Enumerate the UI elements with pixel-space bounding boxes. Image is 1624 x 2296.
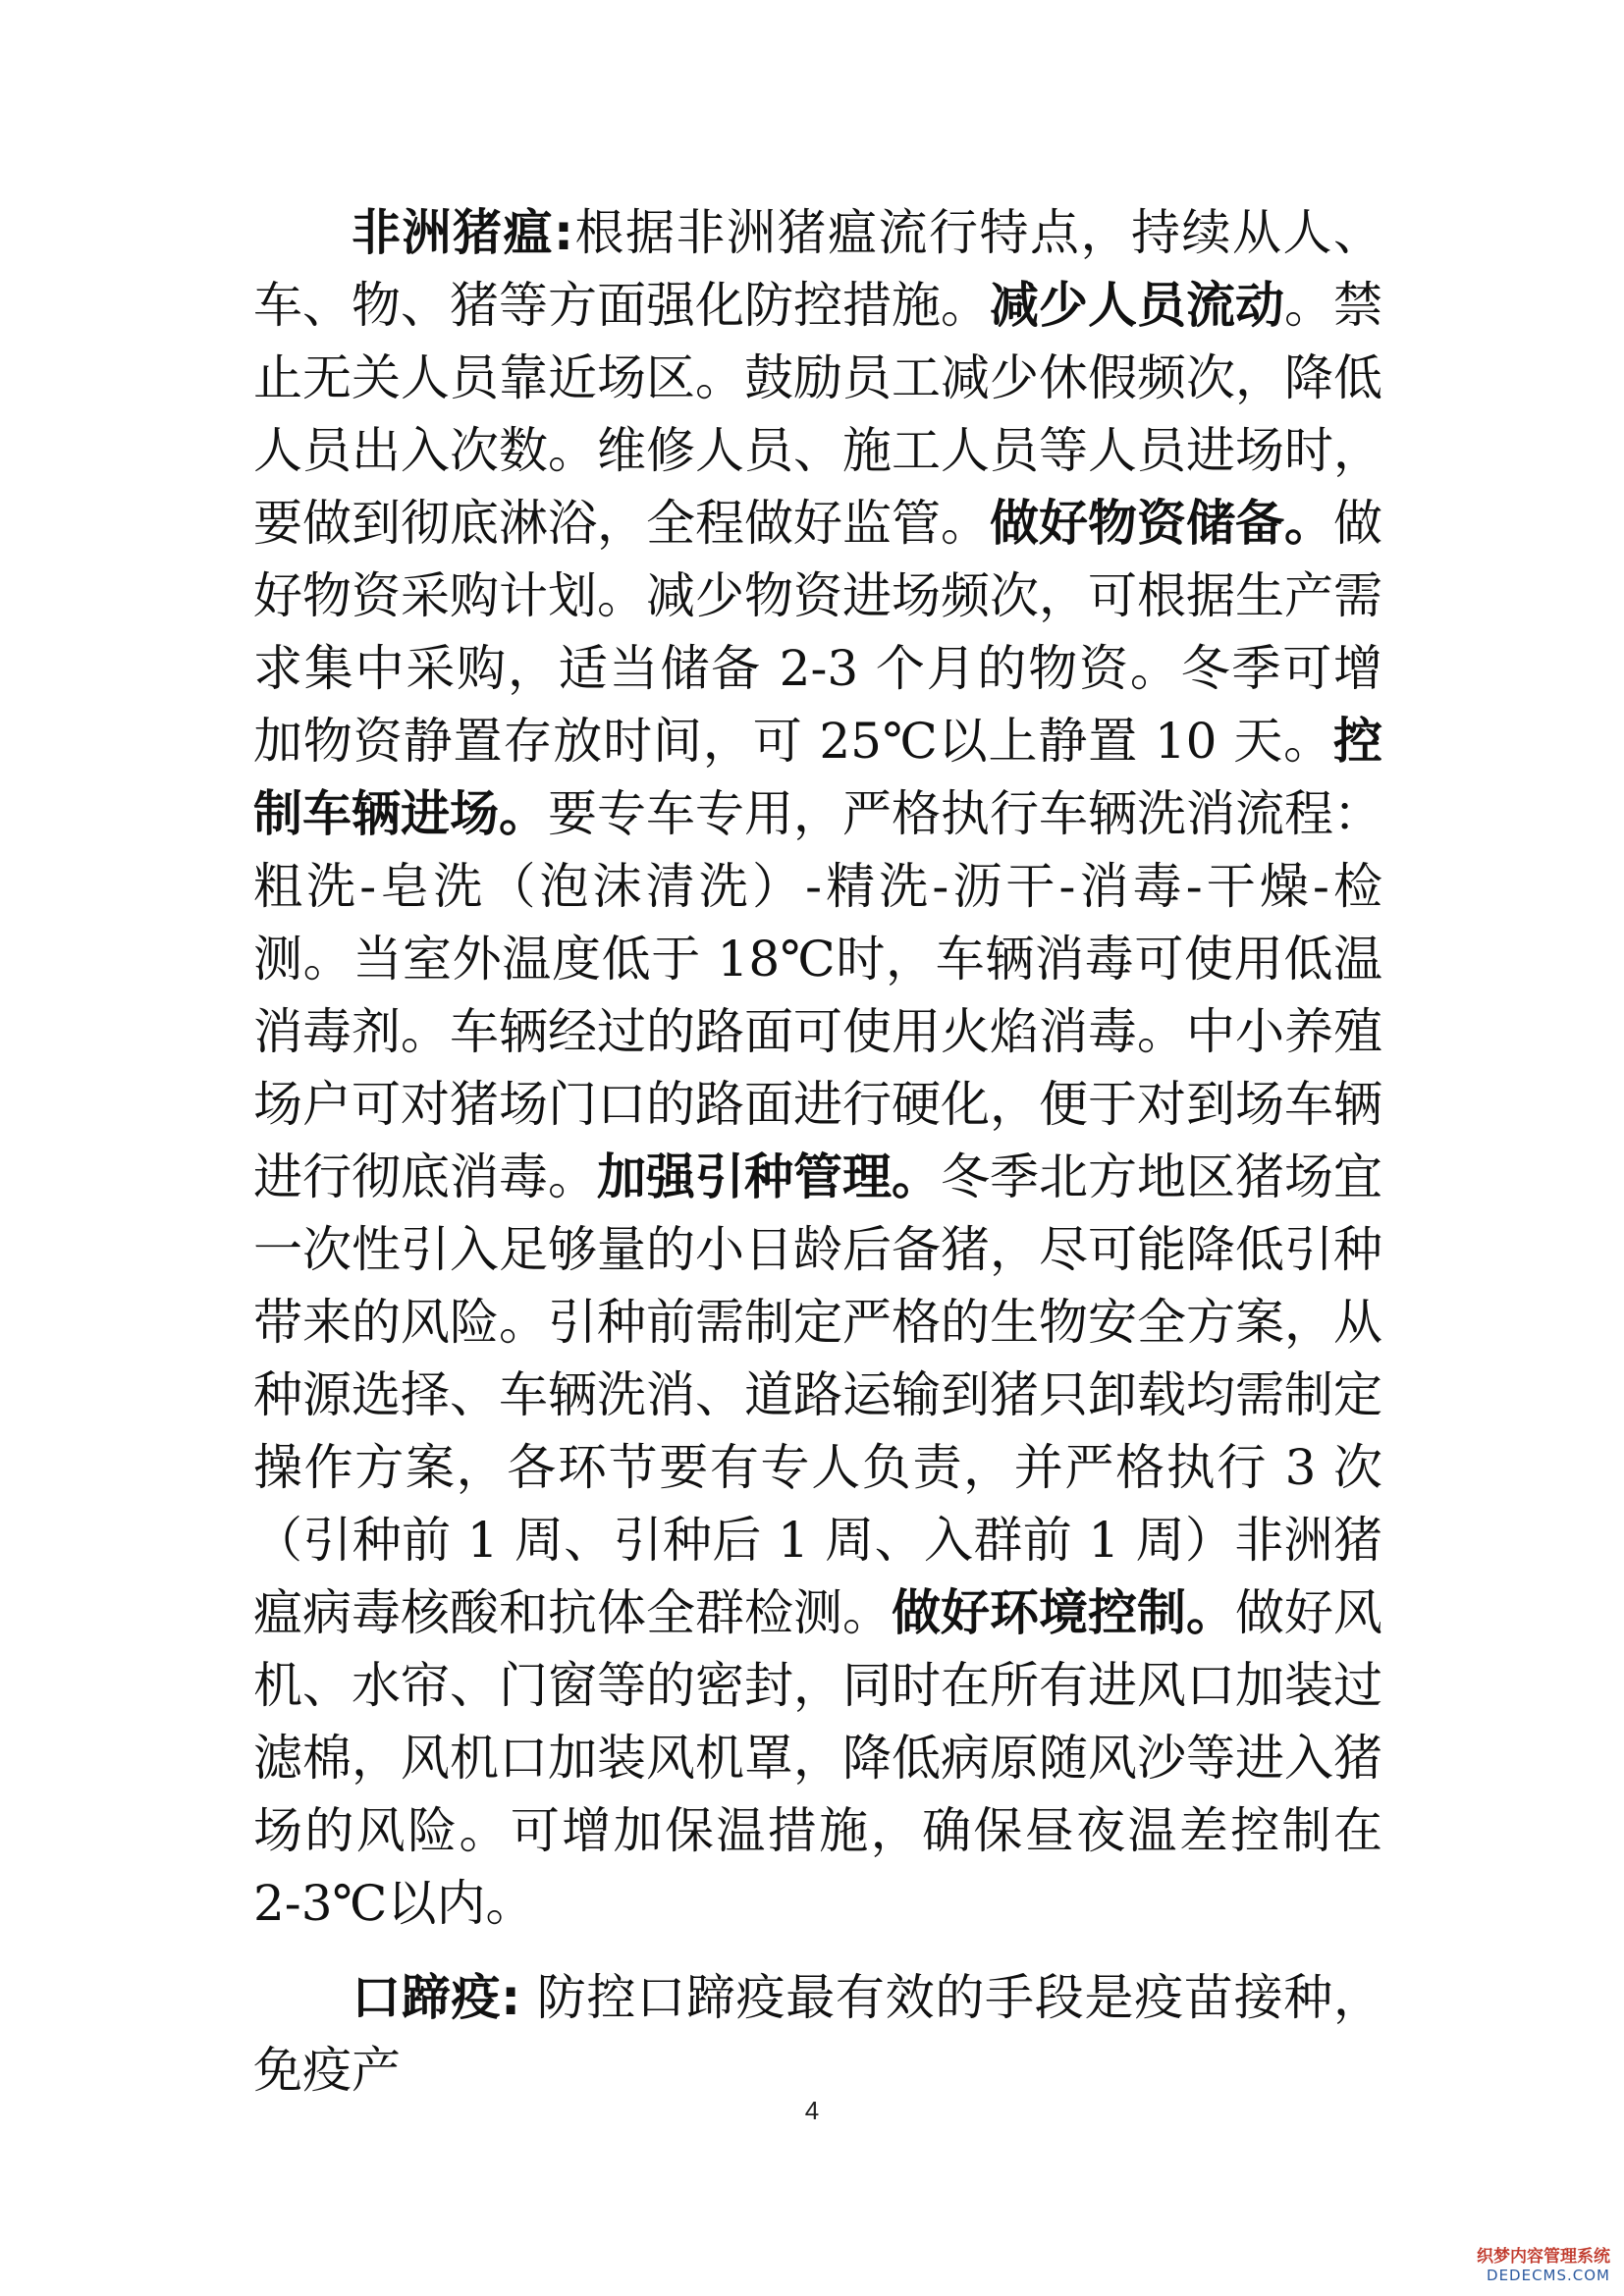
page-number: 4: [804, 2096, 820, 2125]
text-segment: 防控口蹄疫最有效的手段是疫苗接种，免疫产: [253, 1969, 1382, 2099]
heading-african-swine-fever: 非洲猪瘟:: [352, 204, 573, 261]
subheading-environment-control: 做好环境控制。: [892, 1584, 1235, 1641]
paragraph-foot-and-mouth: [253, 1961, 1382, 2107]
watermark-title: 织梦内容管理系统: [1477, 2246, 1610, 2267]
subheading-material-reserve: 做好物资储备。: [990, 495, 1333, 552]
text-segment: 做好物资采购计划。减少物资进场频次，可根据生产需求集中采购，适当储备 2-3 个月的物资。冬季可增加物资静置存放时间，可 25℃以上静置 10 天。: [253, 495, 1382, 770]
text-segment: 要专车专用，严格执行车辆洗消流程：粗洗-皂洗（泡沫清洗）-精洗-沥干-消毒-干燥-检测。当室外温度低于 18℃时，车辆消毒可使用低温消毒剂。车辆经过的路面可使用火焰消毒。中小养殖场户可对猪场门口的路面进行硬化，便于对到场车辆进行彻底消毒。: [253, 785, 1382, 1205]
paragraph-african-swine-fever: [253, 196, 1382, 1940]
document-body: [253, 196, 1382, 2107]
subheading-vehicle-control: 控制车辆进场。: [253, 713, 1382, 842]
heading-foot-and-mouth: 口蹄疫:: [352, 1969, 521, 2026]
subheading-breeding-management: 加强引种管理。: [597, 1148, 941, 1205]
text-segment: 。禁止无关人员靠近场区。鼓励员工减少休假频次，降低人员出入次数。维修人员、施工人员等人员进场时，要做到彻底淋浴，全程做好监管。: [253, 277, 1382, 552]
site-watermark: [1477, 2247, 1610, 2284]
text-segment: 根据非洲猪瘟流行特点，持续从人、车、物、猪等方面强化防控措施。: [253, 204, 1382, 334]
text-segment: 做好风机、水帘、门窗等的密封，同时在所有进风口加装过滤棉，风机口加装风机罩，降低病原随风沙等进入猪场的风险。可增加保温措施，确保昼夜温差控制在 2-3℃以内。: [253, 1584, 1382, 1932]
watermark-domain: DEDECMS.COM: [1487, 2267, 1610, 2284]
text-segment: 冬季北方地区猪场宜一次性引入足够量的小日龄后备猪，尽可能降低引种带来的风险。引种前需制定严格的生物安全方案，从种源选择、车辆洗消、道路运输到猪只卸载均需制定操作方案，各环节要有专人负责，并严格执行 3 次（引种前 1 周、引种后 1 周、入群前 1 周）非洲猪瘟病毒核酸和抗体全群检测。: [253, 1148, 1382, 1641]
subheading-reduce-staff-movement: 减少人员流动: [990, 277, 1284, 334]
